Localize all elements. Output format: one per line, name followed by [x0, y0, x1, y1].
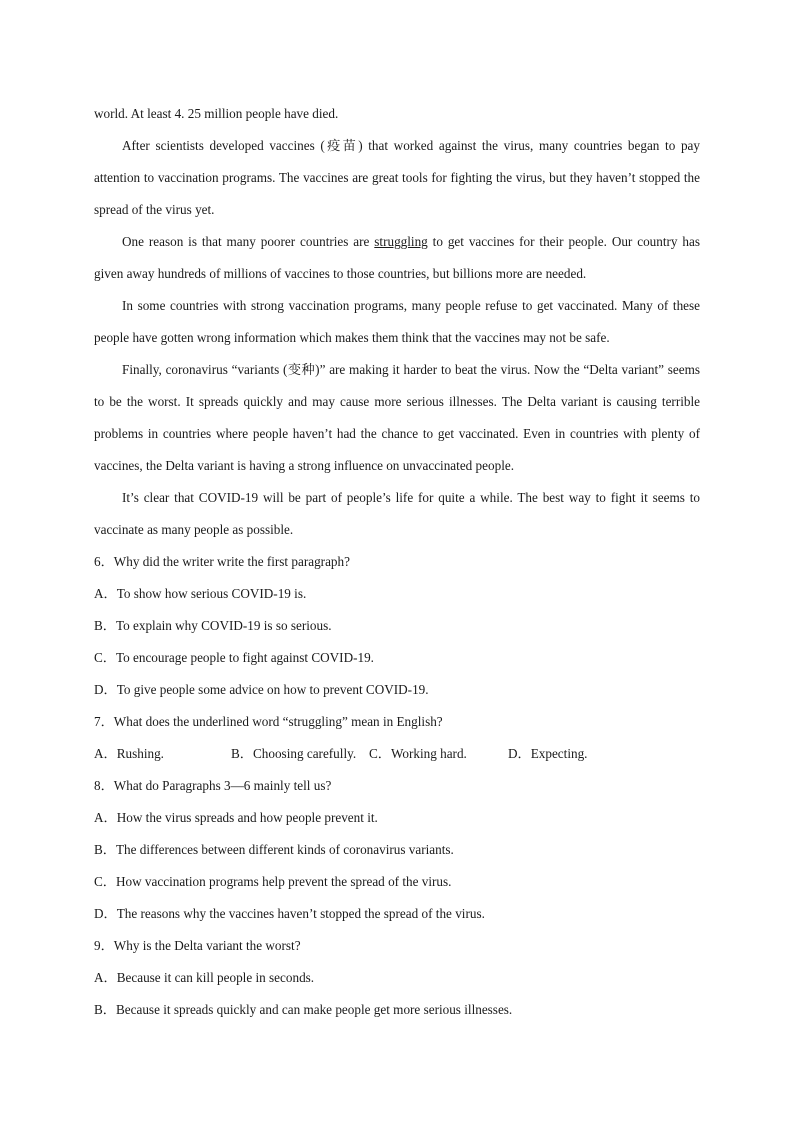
underlined-word-struggling: struggling [374, 234, 428, 249]
question-6-option-d: D．To give people some advice on how to prevent COVID-19. [94, 682, 429, 697]
passage-paragraph-conclusion: It’s clear that COVID-19 will be part of people’s life for quite a while. The best way to fight it seems to vaccinate as many people as possible. [94, 490, 700, 537]
question-8-option-a: A．How the virus spreads and how people prevent it. [94, 810, 378, 825]
question-7-stem: 7．What does the underlined word “struggling” mean in English? [94, 714, 443, 729]
question-8-option-b: B．The differences between different kinds of coronavirus variants. [94, 842, 454, 857]
question-6-option-a: A．To show how serious COVID-19 is. [94, 586, 307, 601]
question-7-option-d: D．Expecting. [508, 746, 588, 761]
question-7-option-c: C．Working hard. [369, 746, 467, 761]
question-9-stem: 9．Why is the Delta variant the worst? [94, 938, 301, 953]
question-8-option-c: C．How vaccination programs help prevent the spread of the virus. [94, 874, 452, 889]
question-6-option-b: B．To explain why COVID-19 is so serious. [94, 618, 332, 633]
question-6-option-c: C．To encourage people to fight against COVID-19. [94, 650, 374, 665]
question-8-stem: 8．What do Paragraphs 3—6 mainly tell us? [94, 778, 332, 793]
passage-paragraph-continuation: world. At least 4. 25 million people have died. [94, 106, 339, 121]
question-7-options-row [94, 738, 700, 770]
question-6-stem: 6．Why did the writer write the first paragraph? [94, 554, 350, 569]
passage-paragraph-vaccines: After scientists developed vaccines (疫苗) that worked against the virus, many countries began to pay attention to vaccination programs. The vaccines are great tools for fighting the virus, but they haven’t stopped the spread of the virus yet. [94, 138, 700, 217]
passage-paragraph-refuse-vaccination: In some countries with strong vaccination programs, many people refuse to get vaccinated. Many of these people have gotten wrong information which makes them think that the vaccines may not be safe. [94, 298, 700, 345]
paragraph-text-after: to get vaccines for their people. Our country has given away hundreds of millions of vaccines to those countries, but billions more are needed. [94, 234, 700, 281]
document-page [94, 98, 700, 1026]
question-9-option-b: B．Because it spreads quickly and can make people get more serious illnesses. [94, 1002, 513, 1017]
paragraph-text-before: One reason is that many poorer countries are [122, 234, 375, 249]
passage-paragraph-delta-variant: Finally, coronavirus “variants (变种)” are making it harder to beat the virus. Now the “Delta variant” seems to be the worst. It spreads quickly and may cause more serious illnesses. The Delta variant is causing terrible problems in countries where people haven’t had the chance to get vaccinated. Even in countries with plenty of vaccines, the Delta variant is having a strong influence on unvaccinated people. [94, 362, 700, 473]
passage-paragraph-poorer-countries [94, 226, 700, 290]
question-7-option-b: B．Choosing carefully. [231, 746, 357, 761]
question-8-option-d: D．The reasons why the vaccines haven’t stopped the spread of the virus. [94, 906, 485, 921]
question-7-option-a: A．Rushing. [94, 746, 164, 761]
question-9-option-a: A．Because it can kill people in seconds. [94, 970, 315, 985]
